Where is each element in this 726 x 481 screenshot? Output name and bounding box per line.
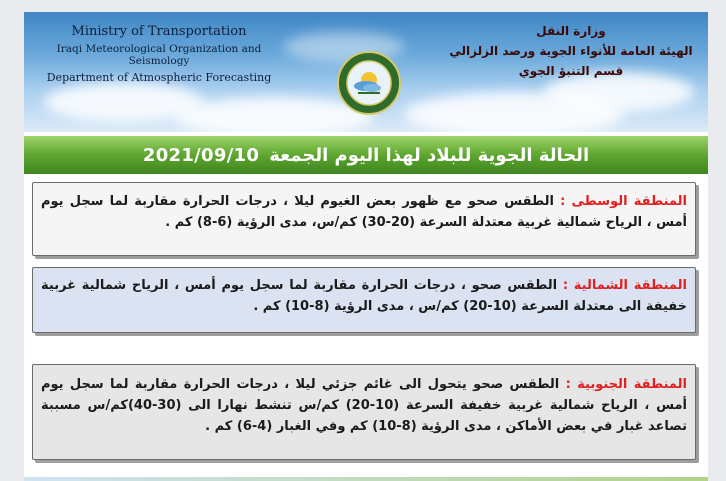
cloud-decoration	[544, 72, 694, 112]
department-name-ar: قسم التنبؤ الجوي	[518, 64, 624, 78]
header-english-text	[34, 24, 284, 84]
forecast-page	[24, 12, 708, 481]
forecast-title-bar	[24, 136, 708, 174]
organization-name-en: Iraqi Meteorological Organization and Seismology	[56, 43, 262, 67]
region-box-north	[32, 267, 696, 333]
bottom-strip	[24, 477, 708, 481]
department-name-en: Department of Atmospheric Forecasting	[46, 71, 272, 84]
region-label-north: المنطقة الشمالية :	[557, 278, 687, 293]
region-box-central	[32, 182, 696, 256]
region-label-central: المنطقة الوسطى :	[553, 194, 687, 209]
organization-name-ar: الهيئة العامة للأنواء الجوية ورصد الزلزالي	[449, 44, 693, 58]
header-arabic-text	[446, 24, 696, 78]
header-banner	[24, 12, 708, 132]
ministry-name-en: Ministry of Transportation	[71, 24, 247, 39]
region-text-south: الطقس صحو يتحول الى غائم جزئي ليلا ، درجات الحرارة مقاربة لما سجل يوم أمس ، الرياح شمالية غربية خفيفة السرعة (10-20) كم/س تنشط نهارا الى (30-40)كم/س مسببة تصاعد غبار في بعض الأماكن ، مدى الرؤية (8-10) كم وفي الغبار (4-6) كم .	[41, 377, 687, 434]
ministry-name-ar: وزارة النقل	[536, 24, 606, 38]
region-text-north: الطقس صحو ، درجات الحرارة مقاربة لما سجل يوم أمس ، الرياح شمالية غربية خفيفة الى معتدلة السرعة (10-20) كم/س ، مدى الرؤية (8-10) كم .	[41, 278, 687, 314]
region-text-central: الطقس صحو مع ظهور بعض الغيوم ليلا ، درجات الحرارة مقاربة لما سجل يوم أمس ، الرياح شمالية غربية معتدلة السرعة (20-30) كم/س، مدى الرؤية (6-8) كم .	[41, 194, 687, 230]
region-label-south: المنطقة الجنوبية :	[559, 377, 687, 392]
forecast-date: 2021/09/10	[142, 144, 260, 166]
iraqi-meteorology-logo	[336, 50, 402, 116]
forecast-title: الحالة الجوية للبلاد لهذا اليوم الجمعة	[269, 144, 590, 166]
region-box-south	[32, 364, 696, 460]
